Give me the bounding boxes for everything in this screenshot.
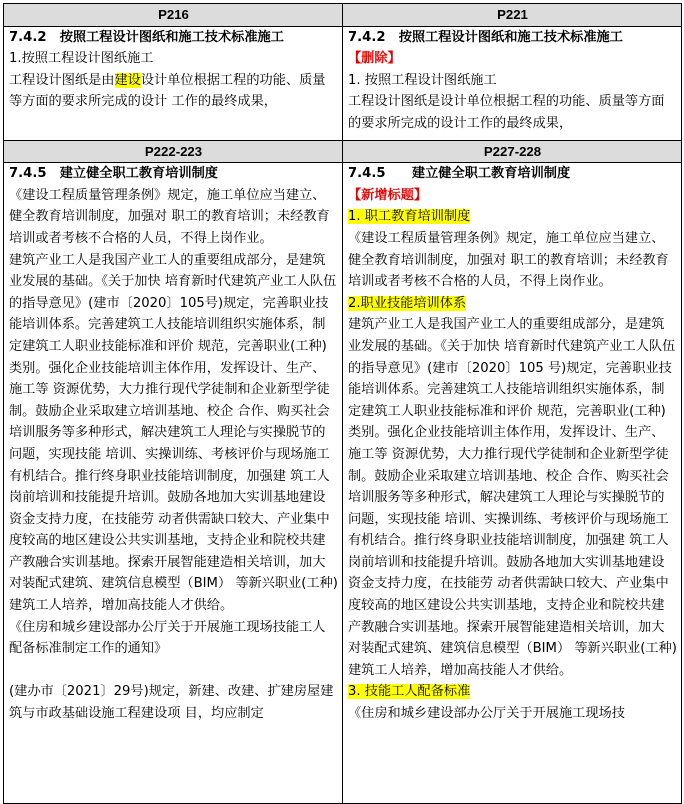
cell-old-745 [4,163,343,804]
highlighted-text: 3. 技能工人配备标准 [348,684,471,700]
comparison-table [3,3,682,804]
paragraph: (建办市〔2021〕29号)规定，新建、改建、扩建房屋建筑与市政基础设施工程建设项 目，均应制定 [9,684,334,722]
cell-new-745 [343,163,682,804]
subheading [348,293,677,315]
page-header-left: P216 [4,4,343,27]
paragraph: 工程设计图纸是设计单位根据工程的功能、质量等方面的要求所完成的设计工作的最终成果， [348,94,665,131]
header-row-top [4,4,682,27]
highlighted-text: 1. 职工教育培训制度 [348,209,471,225]
cell-new-742 [343,26,682,140]
section-heading: 7.4.2 按照工程设计图纸和施工技术标准施工 [348,29,623,45]
paragraph: 《住房和城乡建设部办公厅关于开展施工现场技能工人配备标准制定工作的通知》 [9,619,326,657]
item-heading: 1.按照工程设计图纸施工 [9,51,154,67]
highlighted-text: 建设 [114,72,141,88]
paragraph [9,70,338,113]
blank-line [9,660,338,682]
paragraph: 《建设工程质量管理条例》规定，施工单位应当建立、健全教育培训制度，加强对 职工的教育培训；未经教育培训或者考核不合格的人员，不得上岗作业。 [348,230,669,290]
page-header-left: P222-223 [4,140,343,163]
paragraph: 建筑产业工人是我国产业工人的重要组成部分，是建筑业发展的基础。《关于加快 培育新时代建筑产业工人队伍的指导意见》(建市〔2020〕105号)规定，完善职业技 能培训体系。完善建筑工人技能培训组织实施体系，制定建筑工人职业技能标准和评价 规范，完善职业(工种)类别。强化企业技能培训主体作用，发挥设计、生产、施工等 资源优势，大力推行现代学徒制和企业新型学徒制。鼓励企业采取建立培训基地、校企 合作、购买社会培训服务等多种形式，解决建筑工人理论与实操脱节的问题，实现技能 培训、实操训练、考核评价与现场施工有机结合。推行终身职业技能培训制度，加强建 筑工人岗前培训和技能提升培训。鼓励各地加大实训基地建设资金支持力度，在技能劳 动者供需缺口较大、产业集中度较高的地区建设公共实训基地，支持企业和院校共建 产教融合实训基地。探索开展智能建造相关培训，加大对装配式建筑、建筑信息模型（BIM） 等新兴职业(工种)建筑工人培养，增加高技能人才供给。 [9,252,338,614]
delete-tag: 【删除】 [348,51,401,67]
page-header-right: P227-228 [343,140,682,163]
paragraph: 《建设工程质量管理条例》规定，施工单位应当建立、健全教育培训制度，加强对 职工的教育培训；未经教育培训或者考核不合格的人员，不得上岗作业。 [9,187,330,246]
section-heading: 7.4.2 按照工程设计图纸和施工技术标准施工 [9,29,284,45]
subheading [348,206,677,228]
subheading [348,681,677,703]
content-row-top [4,26,682,140]
section-heading: 7.4.5 建立健全职工教育培训制度 [348,166,571,182]
paragraph: 《住房和城乡建设部办公厅关于开展施工现场技 [348,706,625,722]
text-run: 设计单位根据工程的功能、质量等方面的要求所完成的设计 工作的最终成果， [9,72,326,110]
content-row-bottom [4,163,682,804]
paragraph: 建筑产业工人是我国产业工人的重要组成部分，是建筑业发展的基础。《关于加快 培育新时代建筑产业工人队伍的指导意见》(建市〔2020〕105 号)规定，完善职业技 能培训体系。完善建筑工人技能培训组织实施体系，制定建筑工人职业技能标准和评价 规范，完善职业(工种)类别。强化企业技能培训主体作用，发挥设计、生产、施工等 资源优势，大力推行现代学徒制和企业新型学徒制。鼓励企业采取建立培训基地、校企 合作、购买社会培训服务等多种形式，解决建筑工人理论与实操脱节的问题，实现技能 培训、实操训练、考核评价与现场施工有机结合。推行终身职业技能培训制度，加强建 筑工人岗前培训和技能提升培训。鼓励各地加大实训基地建设资金支持力度，在技能劳 动者供需缺口较大、产业集中度较高的地区建设公共实训基地，支持企业和院校共建 产教融合实训基地。探索开展智能建造相关培训，加大对装配式建筑、建筑信息模型（BIM） 等新兴职业(工种)建筑工人培养，增加高技能人才供给。 [348,317,677,678]
page-header-right: P221 [343,4,682,27]
highlighted-text: 2.职业技能培训体系 [348,295,467,311]
text-run: 工程设计图纸是由 [9,72,115,88]
header-row-bottom [4,140,682,163]
item-heading: 1. 按照工程设计图纸施工 [348,72,497,88]
new-title-tag: 【新增标题】 [348,187,428,203]
cell-old-742 [4,26,343,140]
section-heading: 7.4.5 建立健全职工教育培训制度 [9,166,218,182]
